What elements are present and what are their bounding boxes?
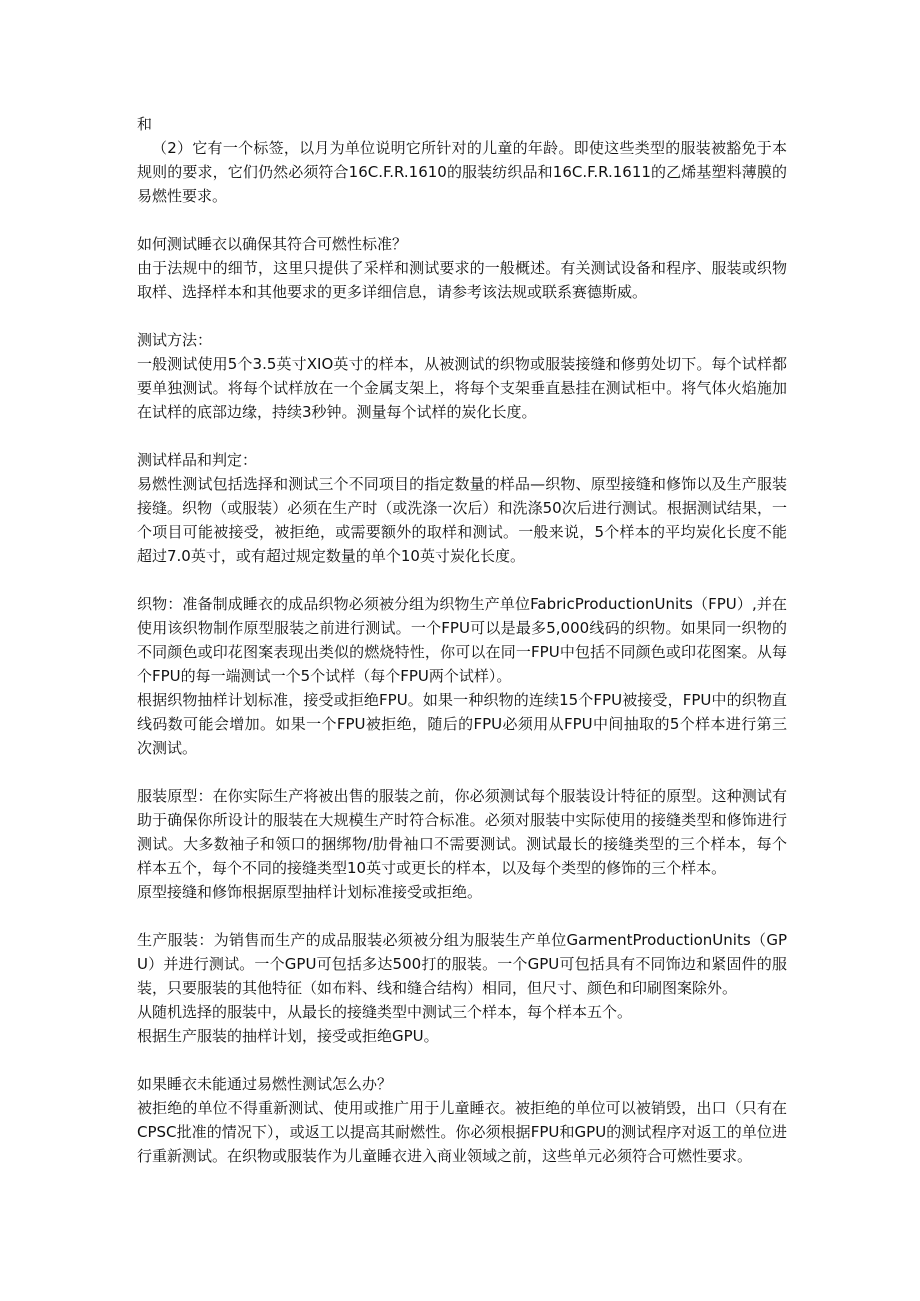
paragraph-gap [137, 304, 787, 328]
paragraph: 服装原型：在你实际生产将被出售的服装之前，你必须测试每个服装设计特征的原型。这种测试有助于确保你所设计的服装在大规模生产时符合标准。必须对服装中实际使用的接缝类型和修饰进行测试。大多数袖子和领口的捆绑物/肋骨袖口不需要测试。测试最长的接缝类型的三个样本，每个样本五个，每个不同的接缝类型10英寸或更长的样本，以及每个类型的修饰的三个样本。 [137, 787, 787, 877]
paragraph: 根据生产服装的抽样计划，接受或拒绝GPU。 [137, 1027, 439, 1045]
paragraph: 根据织物抽样计划标准，接受或拒绝FPU。如果一种织物的连续15个FPU被接受，FPU中的织物直线码数可能会增加。如果一个FPU被拒绝，随后的FPU必须用从FPU中间抽取的5个样本进行第三次测试。 [137, 691, 787, 757]
paragraph: （2）它有一个标签，以月为单位说明它所针对的儿童的年龄。即使这些类型的服装被豁免于本规则的要求，它们仍然必须符合16C.F.R.1610的服装纺织品和16C.F.R.1611的乙烯基塑料薄膜的易燃性要求。 [137, 139, 787, 205]
document-page [137, 112, 787, 1168]
paragraph: 织物：准备制成睡衣的成品织物必须被分组为织物生产单位FabricProductionUnits（FPU）,并在使用该织物制作原型服装之前进行测试。一个FPU可以是最多5,000线码的织物。如果同一织物的不同颜色或印花图案表现出类似的燃烧特性，你可以在同一FPU中包括不同颜色或印花图案。从每个FPU的每一端测试一个5个试样（每个FPU两个试样）。 [137, 595, 787, 685]
paragraph: 测试样品和判定： [137, 451, 258, 469]
paragraph: 如果睡衣未能通过易燃性测试怎么办？ [137, 1075, 393, 1093]
paragraph-gap [137, 208, 787, 232]
paragraph: 原型接缝和修饰根据原型抽样计划标准接受或拒绝。 [137, 883, 483, 901]
paragraph: 和 [137, 115, 153, 133]
paragraph-gap [137, 760, 787, 784]
paragraph: 从随机选择的服装中，从最长的接缝类型中测试三个样本，每个样本五个。 [137, 1003, 633, 1021]
paragraph-gap [137, 904, 787, 928]
paragraph: 生产服装：为销售而生产的成品服装必须被分组为服装生产单位GarmentProductionUnits（GPU）并进行测试。一个GPU可包括多达500打的服装。一个GPU可包括具有不同饰边和紧固件的服装，只要服装的其他特征（如布料、线和缝合结构）相同，但尺寸、颜色和印刷图案除外。 [137, 931, 787, 997]
paragraph: 如何测试睡衣以确保其符合可燃性标准？ [137, 235, 408, 253]
paragraph-gap [137, 424, 787, 448]
paragraph: 易燃性测试包括选择和测试三个不同项目的指定数量的样品—织物、原型接缝和修饰以及生产服装接缝。织物（或服装）必须在生产时（或洗涤一次后）和洗涤50次后进行测试。根据测试结果，一个项目可能被接受，被拒绝，或需要额外的取样和测试。一般来说，5个样本的平均炭化长度不能超过7.0英寸，或有超过规定数量的单个10英寸炭化长度。 [137, 475, 787, 565]
paragraph: 由于法规中的细节，这里只提供了采样和测试要求的一般概述。有关测试设备和程序、服装或织物取样、选择样本和其他要求的更多详细信息，请参考该法规或联系赛德斯威。 [137, 259, 787, 301]
paragraph-gap [137, 568, 787, 592]
paragraph-gap [137, 1048, 787, 1072]
paragraph: 一般测试使用5个3.5英寸XIO英寸的样本，从被测试的织物或服装接缝和修剪处切下。每个试样都要单独测试。将每个试样放在一个金属支架上，将每个支架垂直悬挂在测试柜中。将气体火焰施加在试样的底部边缘，持续3秒钟。测量每个试样的炭化长度。 [137, 355, 787, 421]
paragraph: 被拒绝的单位不得重新测试、使用或推广用于儿童睡衣。被拒绝的单位可以被销毁，出口（只有在CPSC批准的情况下），或返工以提高其耐燃性。你必须根据FPU和GPU的测试程序对返工的单位进行重新测试。在织物或服装作为儿童睡衣进入商业领域之前，这些单元必须符合可燃性要求。 [137, 1099, 787, 1165]
paragraph: 测试方法： [137, 331, 213, 349]
